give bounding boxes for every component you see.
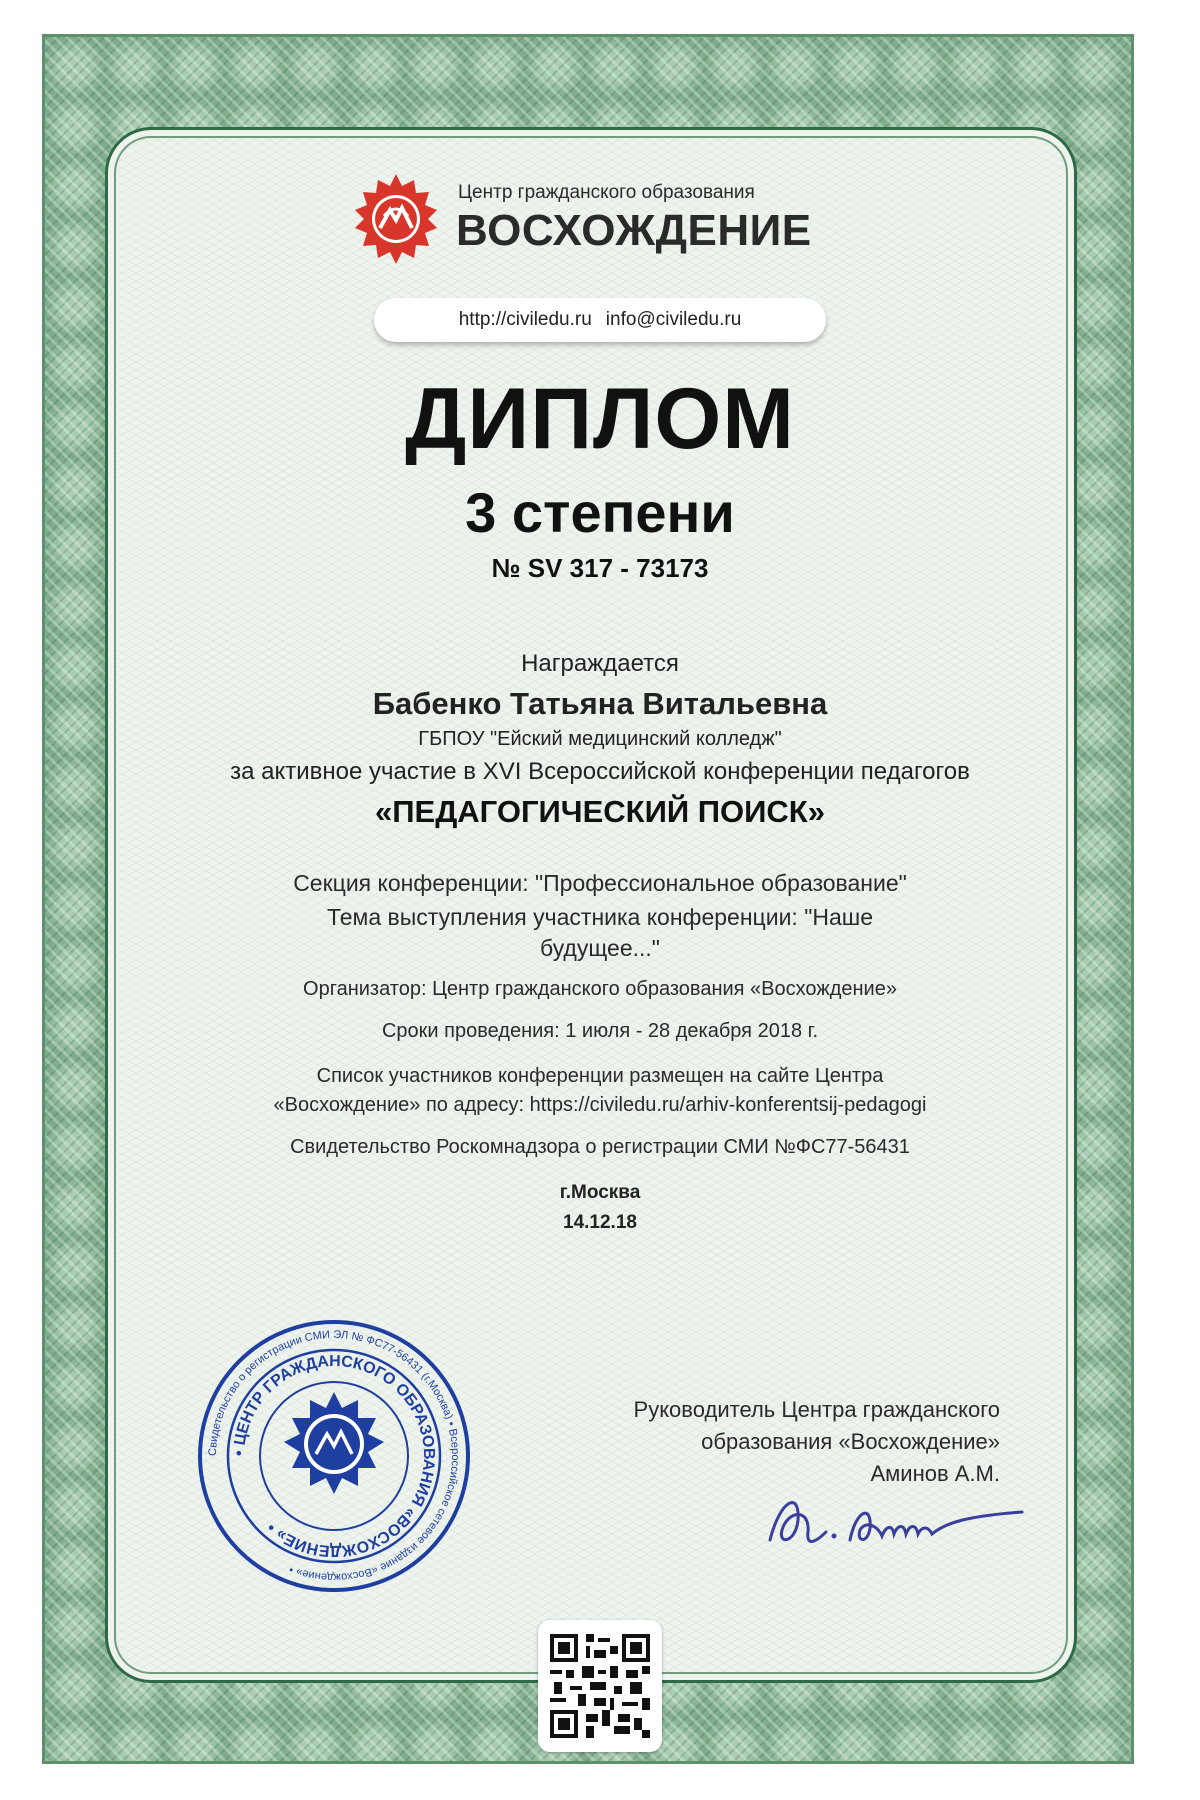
signatory-name: Аминов А.М.: [870, 1461, 1000, 1486]
diploma-title: ДИПЛОМ: [405, 371, 795, 467]
recipient-organization: ГБПОУ "Ейский медицинский колледж": [418, 728, 782, 750]
list-note-line-1: Список участников конференции размещен на сайте Центра: [316, 1065, 884, 1087]
media-registration: Свидетельство Роскомнадзора о регистрации СМИ №ФС77-56431: [290, 1136, 910, 1158]
round-seal-icon: [196, 1318, 472, 1594]
issue-city: г.Москва: [559, 1182, 641, 1203]
list-note-line-2: «Восхождение» по адресу: https://civiledu.ru/arhiv-konferentsij-pedagogi: [273, 1094, 927, 1116]
signatory-block: [560, 1394, 1000, 1490]
participants-list-note: [120, 1062, 1080, 1120]
organization-subtitle: Центр гражданского образования: [458, 182, 755, 203]
organization-name: ВОСХОЖДЕНИЕ: [456, 206, 812, 255]
award-reason: за активное участие в XVI Всероссийской конференции педагогов: [230, 758, 970, 785]
organization-logo: [350, 172, 870, 282]
event-name: «ПЕДАГОГИЧЕСКИЙ ПОИСК»: [375, 794, 825, 829]
topic-line-1: Тема выступления участника конференции: "Наше: [326, 904, 874, 930]
qr-code-icon: [550, 1634, 650, 1738]
voskhozhdenie-logo-icon: [350, 172, 442, 264]
signatory-title-line-1: Руководитель Центра гражданского: [633, 1397, 1000, 1422]
issue-date: 14.12.18: [563, 1212, 637, 1233]
presentation-topic: [120, 902, 1080, 964]
handwritten-signature: [760, 1480, 1030, 1560]
event-dates: Сроки проведения: 1 июля - 28 декабря 2018 г.: [381, 1020, 819, 1042]
seal-inner-text: • ЦЕНТР ГРАЖДАНСКОГО ОБРАЗОВАНИЯ «ВОСХОЖДЕНИЕ» •: [230, 1352, 438, 1560]
qr-code[interactable]: [538, 1620, 662, 1752]
recipient-name: Бабенко Татьяна Витальевна: [372, 686, 828, 721]
conference-section: Секция конференции: "Профессиональное образование": [293, 870, 907, 896]
topic-line-2: будущее...": [540, 935, 660, 961]
diploma-degree: 3 степени: [465, 481, 735, 544]
seal-outer-text: Свидетельство о регистрации СМИ ЭЛ № ФС77-56431 (г.Москва) • Всероссийское сетевое издание «Восхождение» •: [206, 1328, 462, 1584]
contact-bar: [374, 298, 826, 342]
website-link[interactable]: http://civiledu.ru: [458, 309, 592, 330]
email-link[interactable]: info@civiledu.ru: [605, 309, 742, 330]
organizer: Организатор: Центр гражданского образования «Восхождение»: [303, 978, 897, 1000]
awarded-label: Награждается: [521, 650, 679, 677]
signatory-title-line-2: образования «Восхождение»: [701, 1429, 1000, 1454]
diploma-number: № SV 317 - 73173: [491, 553, 709, 583]
